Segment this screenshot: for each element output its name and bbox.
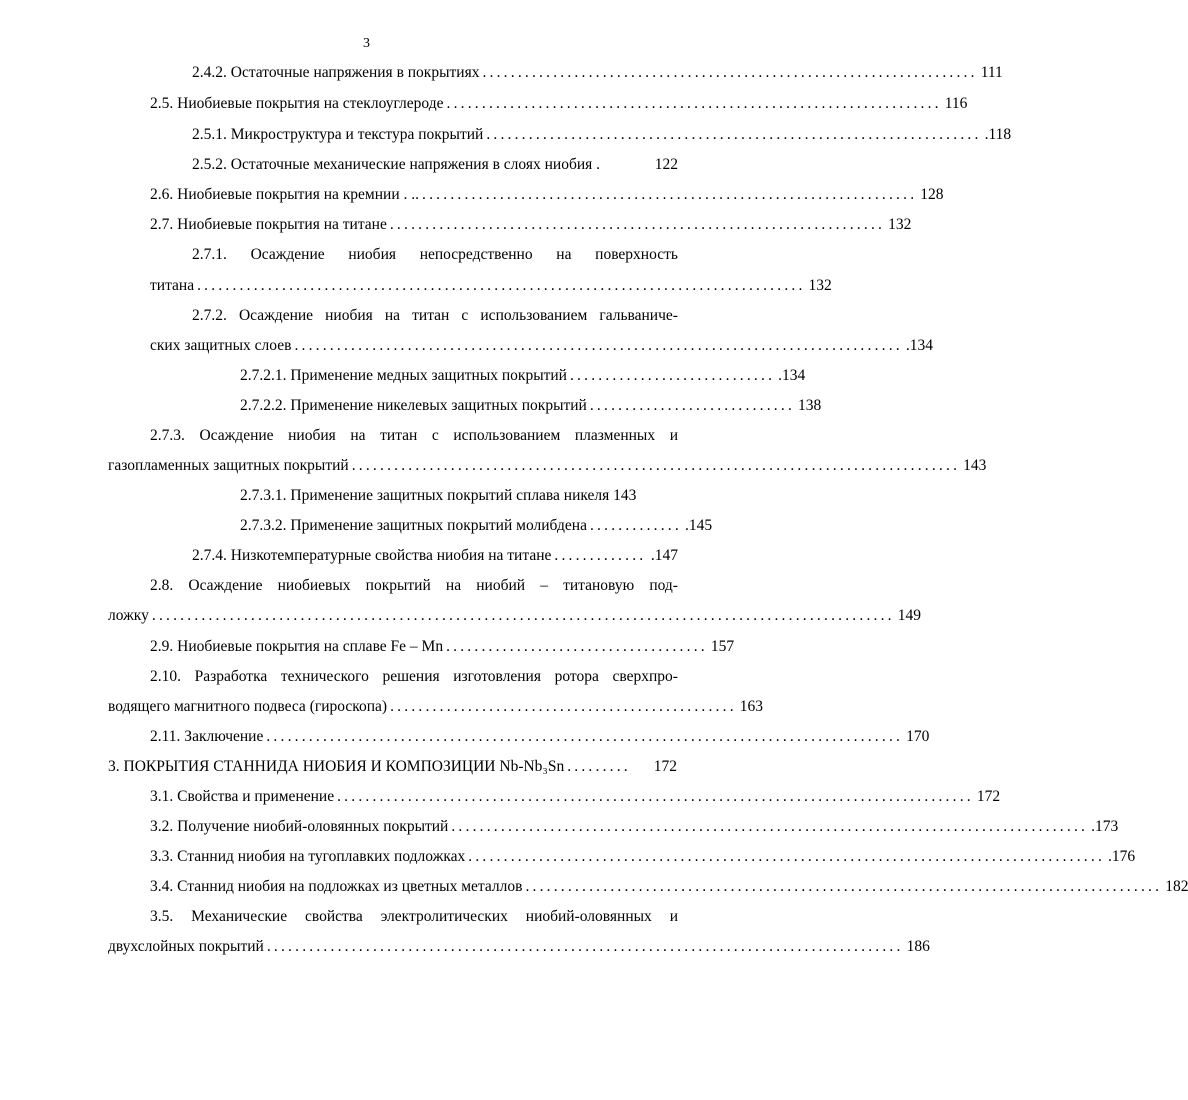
toc-entry-page: .118 bbox=[984, 126, 1012, 143]
toc-entry-title: 2.7.2.2. Применение никелевых защитных покрытий bbox=[240, 397, 587, 414]
toc-word: сверхпро- bbox=[612, 668, 678, 685]
toc-leader-dots: .......................................................................................... bbox=[337, 788, 974, 805]
toc-entry-title: 3.2. Получение ниобий-оловянных покрытий bbox=[150, 818, 449, 835]
toc-entry bbox=[150, 214, 912, 236]
toc-leader-dots: ......................................................................................................... bbox=[151, 607, 895, 624]
toc-entry-page: 172 bbox=[976, 788, 1001, 805]
toc-entry-page: .134 bbox=[778, 367, 806, 384]
toc-leader-dots: ............................. bbox=[589, 397, 796, 414]
toc-entry-title: 3.3. Станнид ниобия на тугоплавких подложках bbox=[150, 848, 466, 865]
toc-leader-dots: .......................................................................................... bbox=[266, 728, 904, 745]
toc-leader-dots: ...................................................................... bbox=[486, 126, 982, 143]
toc-word: на bbox=[384, 307, 401, 324]
toc-entry bbox=[192, 154, 678, 176]
toc-entry-title: 2.7.4. Низкотемпературные свойства ниобия на титане bbox=[192, 547, 552, 564]
toc-entry-page: 143 bbox=[963, 457, 987, 474]
toc-entry-title: газопламенных защитных покрытий bbox=[108, 457, 349, 474]
toc-leader-dots: ...................................................................................... bbox=[197, 277, 806, 294]
toc-word: ниобия bbox=[325, 307, 373, 324]
toc-entry bbox=[108, 696, 764, 718]
toc-entry-justified-line bbox=[150, 906, 678, 928]
toc-entry-page: 163 bbox=[739, 698, 764, 715]
toc-word: ниобия bbox=[288, 427, 336, 444]
toc-entry-justified-line bbox=[150, 425, 678, 447]
toc-word: решения bbox=[382, 668, 440, 685]
toc-entry bbox=[150, 636, 735, 658]
toc-leader-dots: ..................................... bbox=[446, 638, 708, 655]
toc-entry-title: ских защитных слоев bbox=[150, 337, 292, 354]
toc-entry-title: 2.7.3.1. Применение защитных покрытий сплава никеля 143 bbox=[240, 487, 637, 504]
toc-word: Разработка bbox=[194, 668, 268, 685]
toc-word: свойства bbox=[304, 908, 363, 925]
toc-entry bbox=[192, 124, 1012, 146]
toc-leader-dots: ......... bbox=[567, 758, 631, 775]
toc-entry-title: 2.7.3.2. Применение защитных покрытий молибдена bbox=[240, 517, 587, 534]
toc-entry-title: 3. ПОКРЫТИЯ СТАННИДА НИОБИЯ И КОМПОЗИЦИИ Nb-Nb₃Sn bbox=[108, 758, 565, 775]
toc-entry bbox=[150, 184, 944, 206]
toc-leader-dots: .......................................................................................... bbox=[451, 818, 1089, 835]
toc-entry-justified-line bbox=[150, 575, 678, 597]
toc-word: Осаждение bbox=[250, 246, 325, 263]
toc-word: 2.7.3. bbox=[150, 427, 185, 444]
toc-leader-dots: ............. bbox=[554, 547, 647, 564]
toc-entry bbox=[150, 275, 832, 297]
toc-entry bbox=[150, 876, 1188, 898]
toc-leader-dots: ............. bbox=[589, 517, 682, 534]
toc-entry-title: 2.6. Ниобиевые покрытия на кремнии . .. bbox=[150, 186, 420, 203]
toc-entry-page: .173 bbox=[1091, 818, 1119, 835]
toc-entry-page: 170 bbox=[906, 728, 930, 745]
toc-entry-page: 132 bbox=[888, 216, 912, 233]
toc-word: с bbox=[431, 427, 439, 444]
toc-entry-title: 2.5. Ниобиевые покрытия на стеклоуглероде bbox=[150, 95, 444, 112]
toc-entry-page: 172 bbox=[653, 758, 677, 775]
toc-entry-page: .134 bbox=[905, 337, 934, 354]
toc-entry bbox=[192, 545, 678, 567]
toc-entry-title: водящего магнитного подвеса (гироскопа) bbox=[108, 698, 388, 715]
toc-word: 2.10. bbox=[150, 668, 181, 685]
toc-word: 2.7.1. bbox=[192, 246, 227, 263]
toc-leader-dots: ............................. bbox=[569, 367, 776, 384]
toc-word: 2.8. bbox=[150, 577, 174, 594]
page-number: 3 bbox=[363, 36, 370, 51]
toc-word: – bbox=[540, 577, 548, 594]
toc-entry-page: 182 bbox=[1165, 878, 1188, 895]
toc-entry bbox=[240, 365, 806, 387]
toc-word: 2.7.2. bbox=[192, 307, 227, 324]
toc-entry-title: 3.1. Свойства и применение bbox=[150, 788, 335, 805]
toc-word: технического bbox=[280, 668, 369, 685]
toc-word: на bbox=[445, 577, 462, 594]
toc-entry-justified-line bbox=[150, 666, 678, 688]
toc-word: Механические bbox=[191, 908, 288, 925]
toc-word: Осаждение bbox=[199, 427, 274, 444]
toc-entry-title: 2.9. Ниобиевые покрытия на сплаве Fe – Mn bbox=[150, 638, 444, 655]
toc-entry-title: 2.4.2. Остаточные напряжения в покрытиях bbox=[192, 64, 480, 81]
toc-leader-dots: ...................................................................................... bbox=[351, 457, 961, 474]
toc-entry bbox=[150, 846, 1136, 868]
toc-word: ниобий-оловянных bbox=[525, 908, 652, 925]
toc-entry bbox=[150, 786, 1001, 808]
toc-entry-page: 111 bbox=[980, 64, 1003, 81]
toc-leader-dots: ...................................................................... bbox=[422, 186, 918, 203]
toc-word: использованием bbox=[480, 307, 588, 324]
toc-leader-dots: ...................................................................... bbox=[482, 64, 978, 81]
toc-leader-dots: ................................................. bbox=[390, 698, 737, 715]
toc-entry-page: 138 bbox=[798, 397, 822, 414]
toc-entry-page: 157 bbox=[710, 638, 735, 655]
toc-entry-page: .145 bbox=[684, 517, 713, 534]
toc-word: 3.5. bbox=[150, 908, 174, 925]
toc-entry-page: 186 bbox=[906, 938, 930, 955]
toc-word: и bbox=[669, 908, 678, 925]
toc-entry bbox=[192, 62, 1003, 84]
toc-entry-title: 2.5.1. Микроструктура и текстура покрытий bbox=[192, 126, 484, 143]
toc-word: ниобия bbox=[348, 246, 396, 263]
toc-entry-page: 132 bbox=[808, 277, 832, 294]
toc-leader-dots: ...................................................................... bbox=[389, 216, 886, 233]
toc-entry bbox=[108, 605, 921, 627]
toc-leader-dots: ...................................................................... bbox=[446, 95, 942, 112]
toc-leader-dots: .......................................................................................... bbox=[525, 878, 1163, 895]
toc-entry-title: титана bbox=[150, 277, 195, 294]
toc-entry-page: .147 bbox=[650, 547, 678, 564]
toc-entry-justified-line bbox=[192, 244, 678, 266]
toc-word: плазменных bbox=[574, 427, 656, 444]
toc-word: с bbox=[461, 307, 469, 324]
toc-entry-page: 128 bbox=[920, 186, 944, 203]
toc-word: и bbox=[669, 427, 678, 444]
toc-word: изготовления bbox=[453, 668, 541, 685]
toc-word: на bbox=[350, 427, 366, 444]
toc-word: электролитических bbox=[380, 908, 508, 925]
toc-entry bbox=[240, 515, 713, 537]
toc-entry bbox=[150, 335, 934, 357]
toc-entry bbox=[108, 936, 930, 958]
toc-word: ротора bbox=[554, 668, 599, 685]
toc-entry bbox=[150, 726, 930, 748]
toc-entry-page: 122 bbox=[654, 156, 678, 173]
toc-word: ниобий bbox=[476, 577, 526, 594]
toc-entry-title: 3.4. Станнид ниобия на подложках из цветных металлов bbox=[150, 878, 523, 895]
toc-word: непосредственно bbox=[419, 246, 533, 263]
toc-word: титан bbox=[412, 307, 450, 324]
toc-word: поверхность bbox=[595, 246, 678, 263]
toc-word: Осаждение bbox=[188, 577, 263, 594]
toc-entry-title: 2.11. Заключение bbox=[150, 728, 264, 745]
toc-word: титан bbox=[380, 427, 418, 444]
toc-entry bbox=[108, 756, 677, 778]
toc-leader-dots: .......................................................................................... bbox=[468, 848, 1106, 865]
toc-entry-title: двухслойных покрытий bbox=[108, 938, 264, 955]
toc-word: на bbox=[556, 246, 572, 263]
toc-word: покрытий bbox=[365, 577, 431, 594]
toc-entry-page: 149 bbox=[897, 607, 921, 624]
toc-word: Осаждение bbox=[238, 307, 314, 324]
toc-entry-title: ложку bbox=[108, 607, 149, 624]
toc-word: использованием bbox=[453, 427, 561, 444]
toc-leader-dots: ...................................................................................... bbox=[294, 337, 903, 354]
toc-entry bbox=[108, 455, 987, 477]
toc-entry-page: 116 bbox=[944, 95, 968, 112]
toc-entry-page: .176 bbox=[1108, 848, 1136, 865]
toc-entry bbox=[150, 93, 968, 115]
toc-entry bbox=[240, 395, 822, 417]
toc-word: под- bbox=[649, 577, 678, 594]
toc-entry-justified-line bbox=[192, 305, 678, 327]
toc-entry-title: 2.7.2.1. Применение медных защитных покрытий bbox=[240, 367, 567, 384]
toc-entry bbox=[150, 816, 1119, 838]
toc-word: ниобиевых bbox=[277, 577, 351, 594]
toc-entry bbox=[240, 485, 678, 507]
toc-entry-title: 2.7. Ниобиевые покрытия на титане bbox=[150, 216, 387, 233]
toc-entry-title: 2.5.2. Остаточные механические напряжения в слоях ниобия . bbox=[192, 156, 601, 173]
toc-word: титановую bbox=[563, 577, 635, 594]
toc-word: гальваниче- bbox=[599, 307, 678, 324]
toc-leader-dots: .......................................................................................... bbox=[266, 938, 904, 955]
